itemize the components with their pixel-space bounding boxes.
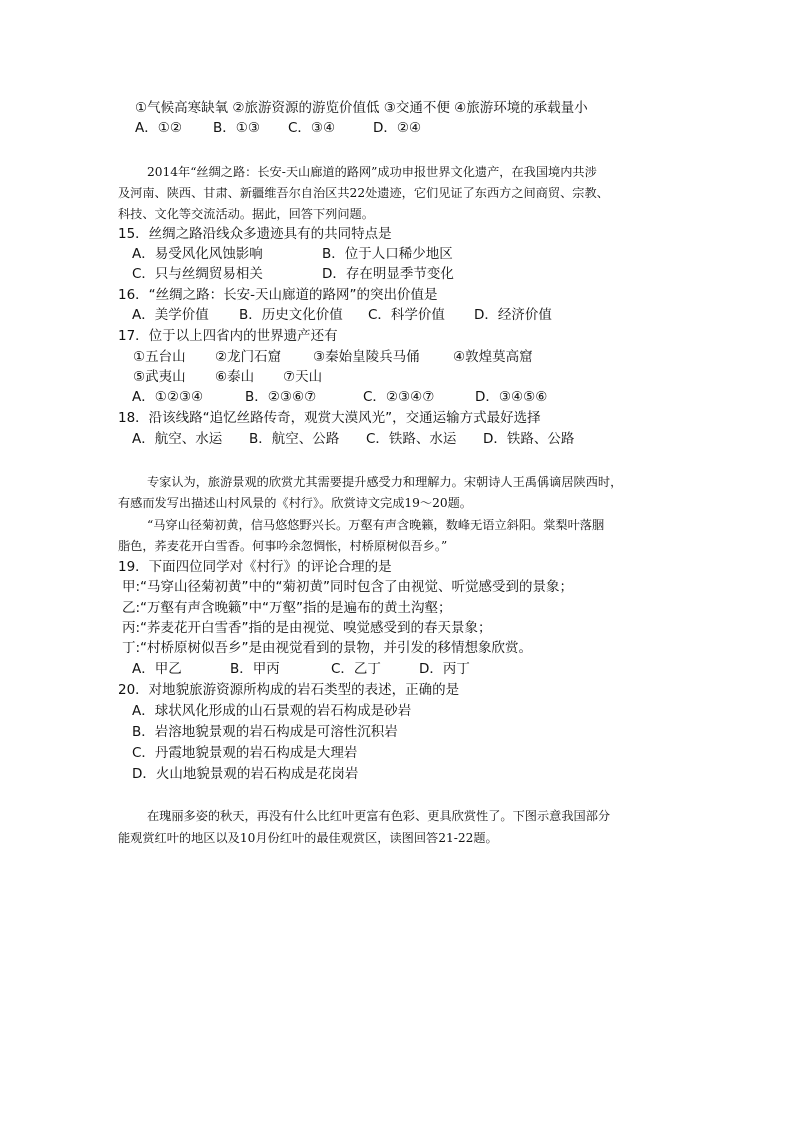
q17-option-b: B．②③⑥⑦ — [245, 389, 317, 405]
q16-option-c: C．科学价值 — [368, 307, 445, 323]
q19-comment-bing: 丙:“荞麦花开白雪香”指的是由视觉、嗅觉感受到的春天景象； — [122, 620, 492, 636]
q16-options — [132, 306, 552, 324]
q14-option-b: B．①③ — [213, 120, 260, 136]
q19-options — [132, 660, 470, 678]
q15-options-row2 — [132, 265, 454, 283]
q15-stem: 15．丝绸之路沿线众多遗迹具有的共同特点是 — [118, 226, 392, 242]
q18-stem: 18．沿该线路“追忆丝路传奇，观赏大漠风光”，交通运输方式最好选择 — [118, 410, 541, 426]
passage3-line2: 能观赏红叶的地区以及10月份红叶的最佳观赏区，读图回答21-22题。 — [118, 831, 498, 845]
q16-stem: 16．“丝绸之路：长安-天山廊道的路网”的突出价值是 — [118, 287, 438, 303]
q17-option-d: D．③④⑤⑥ — [475, 389, 548, 405]
q18-option-c: C．铁路、水运 — [366, 431, 457, 447]
q17-options — [132, 388, 547, 406]
passage3-line1: 在瑰丽多姿的秋天，再没有什么比红叶更富有色彩、更具欣赏性了。下图示意我国部分 — [147, 809, 611, 823]
q14-options — [135, 119, 421, 137]
q17-item-2: ②龙门石窟 — [215, 349, 282, 365]
q15-option-b: B．位于人口稀少地区 — [322, 246, 453, 262]
q19-comment-jia: 甲:“马穿山径菊初黄”中的“菊初黄”同时包含了由视觉、听觉感受到的景象； — [122, 579, 574, 595]
q17-item-6: ⑥泰山 — [215, 369, 255, 385]
q18-options — [132, 430, 574, 448]
passage1-line3: 科技、文化等交流活动。据此，回答下列问题。 — [118, 207, 374, 221]
q17-item-7: ⑦天山 — [283, 369, 323, 385]
q16-option-b: B．历史文化价值 — [239, 307, 343, 323]
q18-option-a: A．航空、水运 — [132, 431, 223, 447]
q20-option-d: D．火山地貌景观的岩石构成是花岗岩 — [132, 766, 359, 782]
passage1-line2: 及河南、陕西、甘肃、新疆维吾尔自治区共22处遗迹，它们见证了东西方之间商贸、宗教、 — [118, 186, 609, 200]
q17-item-1: ①五台山 — [133, 349, 186, 365]
passage1-line1: 2014年“丝绸之路：长安-天山廊道的路网”成功申报世界文化遗产，在我国境内共涉 — [147, 165, 597, 179]
q19-option-c: C．乙丁 — [331, 661, 381, 677]
q14-option-a: A．①② — [135, 120, 182, 136]
passage2-poem-line1: “马穿山径菊初黄，信马悠悠野兴长。万壑有声含晚籁，数峰无语立斜阳。棠梨叶落胭 — [147, 518, 605, 532]
q20-option-a: A．球状风化形成的山石景观的岩石构成是砂岩 — [132, 703, 412, 719]
q18-option-b: B．航空、公路 — [249, 431, 340, 447]
q16-option-d: D．经济价值 — [474, 307, 552, 323]
q16-option-a: A．美学价值 — [132, 307, 209, 323]
q17-items-row1 — [133, 348, 533, 366]
q15-options-row1 — [132, 245, 453, 263]
q14-stem: ①气候高寒缺氧 ②旅游资源的游览价值低 ③交通不便 ④旅游环境的承载量小 — [135, 100, 588, 116]
q17-stem: 17．位于以上四省内的世界遗产还有 — [118, 328, 338, 344]
q14-option-c: C．③④ — [288, 120, 336, 136]
q17-option-c: C．②③④⑦ — [363, 389, 435, 405]
q17-option-a: A．①②③④ — [132, 389, 204, 405]
q19-option-d: D．丙丁 — [419, 661, 470, 677]
q20-option-b: B．岩溶地貌景观的岩石构成是可溶性沉积岩 — [132, 724, 398, 740]
q17-items-row2 — [133, 368, 322, 386]
q17-item-4: ④敦煌莫高窟 — [453, 349, 533, 365]
passage2-line2: 有感而发写出描述山村风景的《村行》。欣赏诗文完成19～20题。 — [118, 496, 472, 510]
q15-option-d: D．存在明显季节变化 — [322, 266, 454, 282]
q17-item-3: ③秦始皇陵兵马俑 — [313, 349, 420, 365]
q20-option-c: C．丹霞地貌景观的岩石构成是大理岩 — [132, 745, 358, 761]
q19-comment-yi: 乙:“万壑有声含晚籁”中“万壑”指的是遍布的黄土沟壑； — [122, 600, 452, 616]
q14-option-d: D．②④ — [373, 120, 422, 136]
q15-option-a: A．易受风化风蚀影响 — [132, 246, 263, 262]
passage2-poem-line2: 脂色，荞麦花开白雪香。何事吟余忽惆怅，村桥原树似吾乡。” — [118, 539, 448, 553]
passage2-line1: 专家认为，旅游景观的欣赏尤其需要提升感受力和理解力。宋朝诗人王禹偁谪居陕西时， — [147, 475, 623, 489]
q19-comment-ding: 丁:“村桥原树似吾乡”是由视觉看到的景物，并引发的移情想象欣赏。 — [122, 640, 533, 656]
q19-option-a: A．甲乙 — [132, 661, 182, 677]
q19-option-b: B．甲丙 — [230, 661, 280, 677]
q17-item-5: ⑤武夷山 — [133, 369, 186, 385]
q15-option-c: C．只与丝绸贸易相关 — [132, 266, 263, 282]
q18-option-d: D．铁路、公路 — [483, 431, 575, 447]
q20-stem: 20．对地貌旅游资源所构成的岩石类型的表述，正确的是 — [118, 682, 460, 698]
q19-stem: 19．下面四位同学对《村行》的评论合理的是 — [118, 559, 392, 575]
